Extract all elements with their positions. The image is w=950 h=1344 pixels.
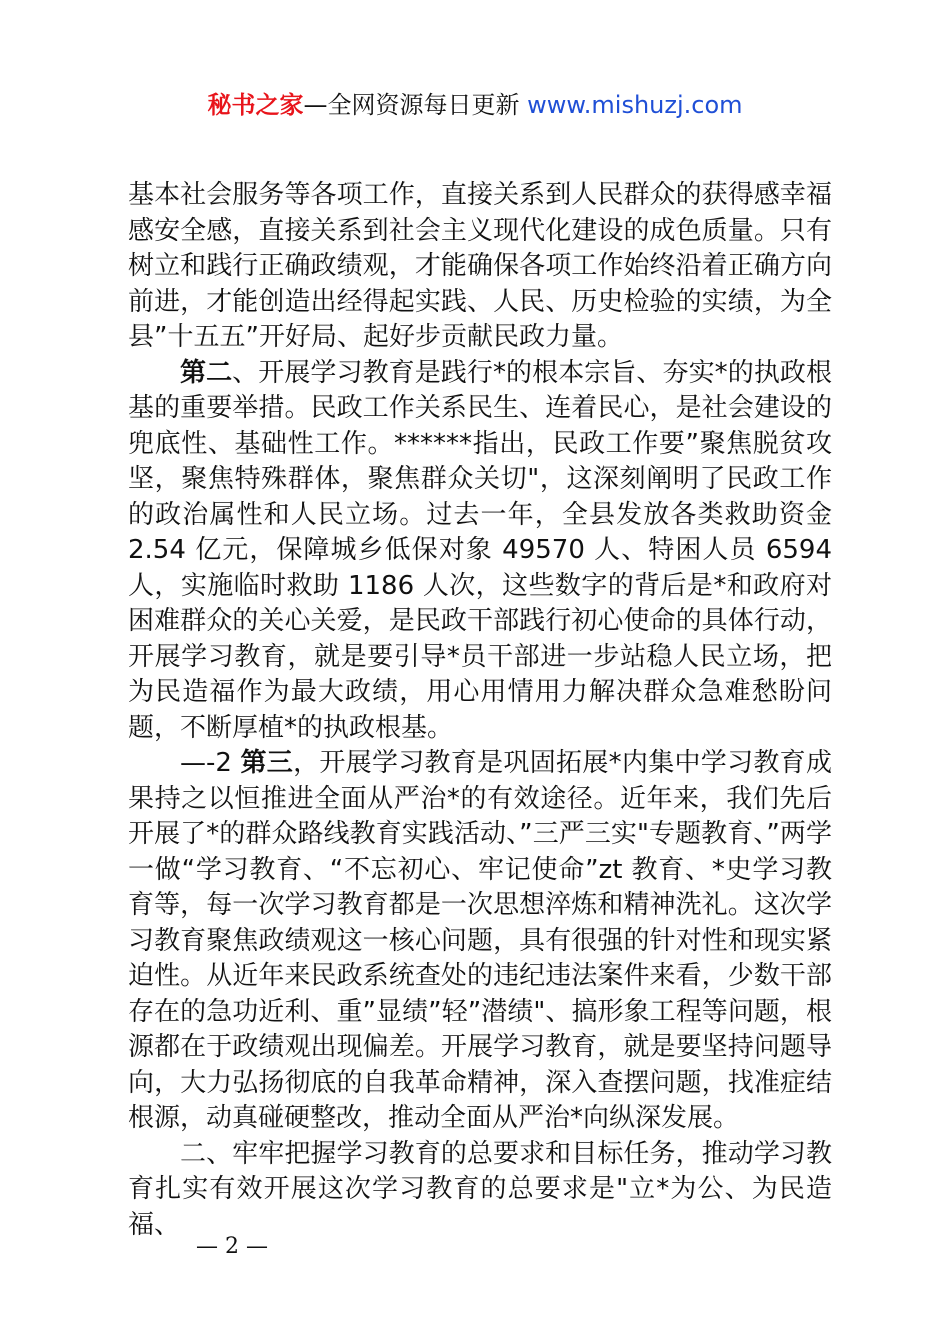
paragraph-third-text: ，开展学习教育是巩固拓展*内集中学习教育成果持之以恒推进全面从严治*的有效途径。近年来，我们先后开展了*的群众路线教育实践活动、”三严三实"专题教育、”两学一做“学习教育、“不忘初心、牢记使命”zt 教育、*史学习教育等，每一次学习教育都是一次思想淬炼和精神洗礼。这次学习教育聚焦政绩观这一核心问题，具有很强的针对性和现实紧迫性。从近年来民政系统查处的违纪违法案件来看，少数干部存在的急功近利、重”显绩”轻”潜绩"、搞形象工程等问题，根源都在于政绩观出现偏差。开展学习教育，就是要坚持问题导向，大力弘扬彻底的自我革命精神，深入查摆问题，找准症结根源，动真碰硬整改，推动全面从严治*向纵深发展。 — [128, 748, 832, 1133]
section-heading-second: 第二 — [180, 357, 233, 388]
paragraph-continuation: 基本社会服务等各项工作，直接关系到人民群众的获得感幸福感安全感，直接关系到社会主义现代化建设的成色质量。只有树立和践行正确政绩观，才能确保各项工作始终沿着正确方向前进，才能创造出经得起实践、人民、历史检验的实绩，为全县”十五五”开好局、起好步贡献民政力量。 — [128, 180, 832, 352]
section-heading-third: 第三 — [240, 748, 294, 778]
site-header — [0, 88, 950, 122]
site-url-link[interactable]: www.mishuzj.com — [527, 91, 743, 119]
brand-name: 秘书之家 — [207, 91, 304, 119]
paragraph-third-prefix: —-2 — [180, 748, 241, 778]
page-number: — 2 — — [196, 1234, 268, 1259]
document-body — [128, 178, 832, 1243]
paragraph-section-two: 二、牢牢把握学习教育的总要求和目标任务，推动学习教育扎实有效开展这次学习教育的总要求是"立*为公、为民造福、 — [128, 1138, 832, 1240]
paragraph-second-text: 、开展学习教育是践行*的根本宗旨、夯实*的执政根基的重要举措。民政工作关系民生、连着民心，是社会建设的兜底性、基础性工作。******指出，民政工作要”聚焦脱贫攻坚，聚焦特殊群体，聚焦群众关切"，这深刻阐明了民政工作的政治属性和人民立场。过去一年，全县发放各类救助资金 2.54 亿元，保障城乡低保对象 49570 人、特困人员 6594 人，实施临时救助 1186 人次，这些数字的背后是*和政府对困难群众的关心关爱，是民政干部践行初心使命的具体行动，开展学习教育，就是要引导*员干部进一步站稳人民立场，把为民造福作为最大政绩，用心用情用力解决群众急难愁盼问题，不断厚植*的执政根基。 — [128, 357, 832, 743]
header-tagline: —全网资源每日更新 — [303, 91, 520, 119]
paragraph-second-point — [128, 356, 832, 747]
paragraph-third-point — [128, 746, 832, 1137]
